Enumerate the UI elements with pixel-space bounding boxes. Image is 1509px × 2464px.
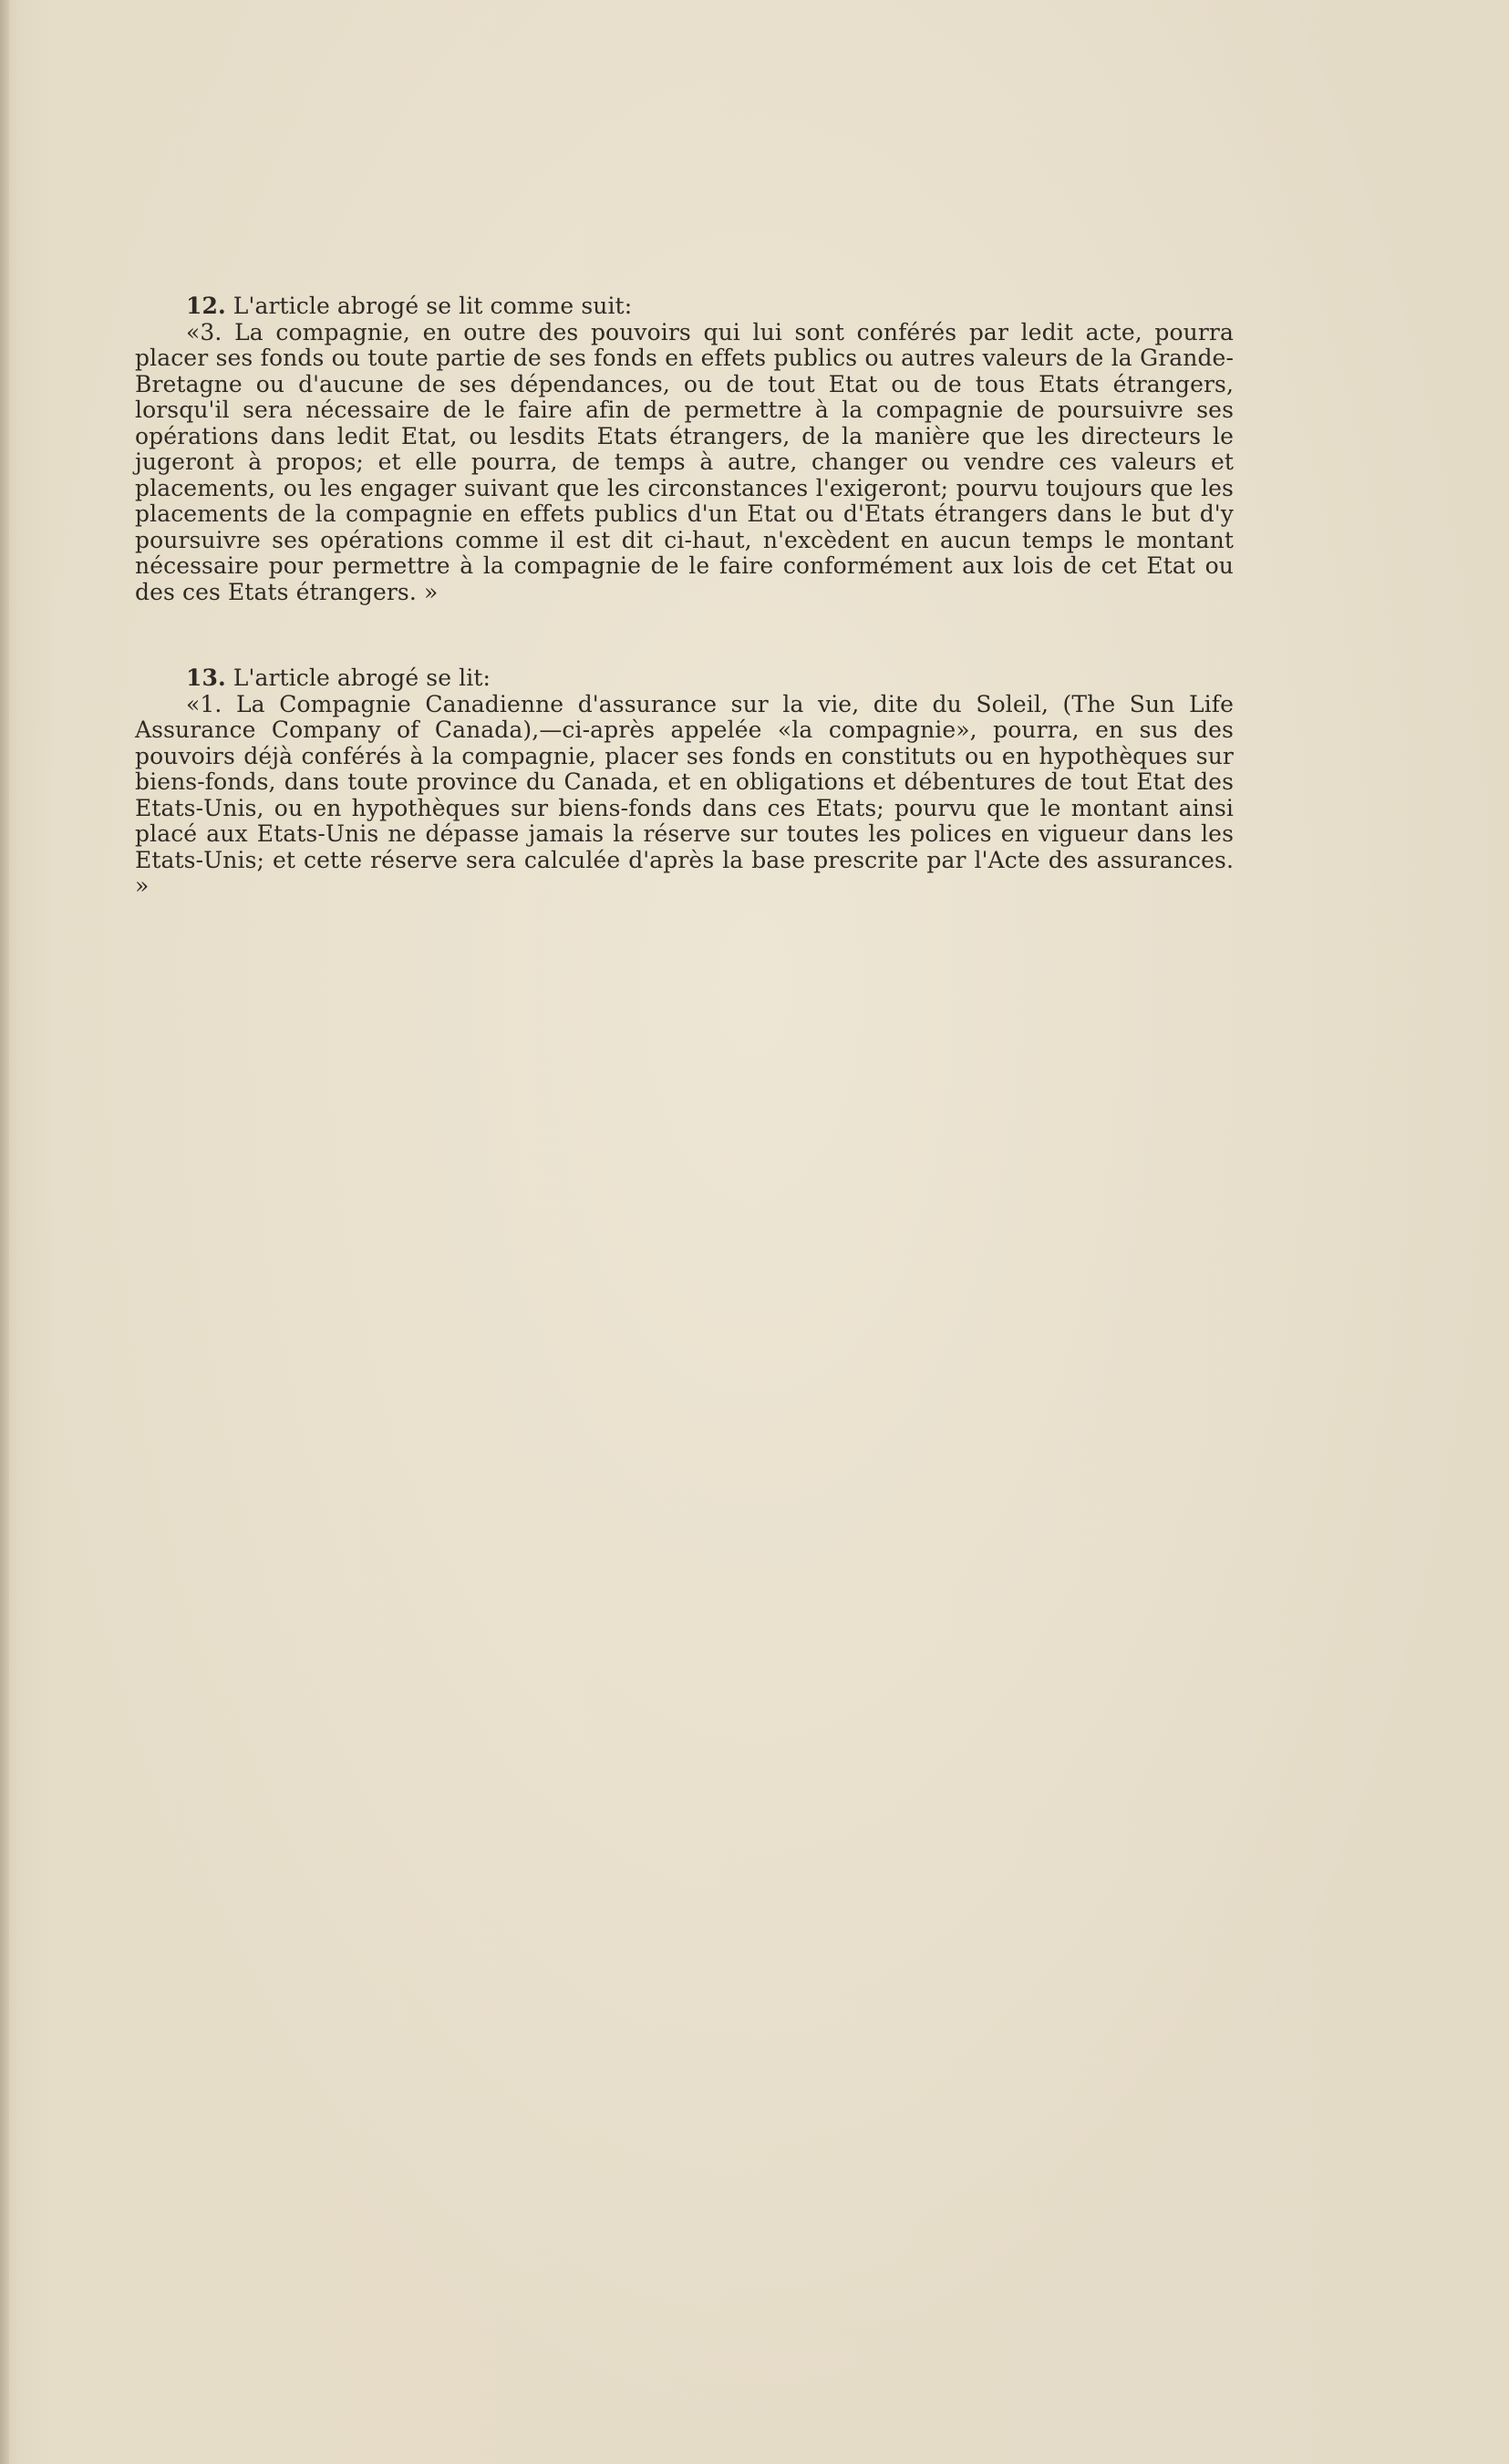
page-binding-edge (0, 0, 9, 2464)
section-13 (135, 665, 1234, 900)
section-heading (135, 294, 1234, 320)
section-heading (135, 665, 1234, 692)
section-number: 13. (186, 665, 226, 691)
section-number: 12. (186, 293, 226, 319)
section-heading-text: L'article abrogé se lit comme suit: (233, 293, 633, 319)
section-12 (135, 294, 1234, 605)
section-heading-text: L'article abrogé se lit: (233, 665, 491, 691)
section-body: «3. La compagnie, en outre des pouvoirs qui lui sont conférés par ledit acte, pourra placer ses fonds ou toute partie de ses fonds en effets publics ou autres valeurs de la Grande-Bretagne ou d'aucune de ses dépendances, ou de tout Etat ou de tous Etats étrangers, lorsqu'il sera nécessaire de le faire afin de permettre à la compagnie de poursuivre ses opérations dans ledit Etat, ou lesdits Etats étrangers, de la manière que les directeurs le jugeront à propos; et elle pourra, de temps à autre, changer ou vendre ces valeurs et placements, ou les engager suivant que les circonstances l'exigeront; pourvu toujours que les placements de la compagnie en effets publics d'un Etat ou d'Etats étrangers dans le but d'y poursuivre ses opérations comme il est dit ci-haut, n'excèdent en aucun temps le montant nécessaire pour permettre à la compagnie de le faire conformément aux lois de cet Etat ou des ces Etats étrangers. » (135, 318, 1234, 605)
section-body: «1. La Compagnie Canadienne d'assurance sur la vie, dite du Soleil, (The Sun Life Assurance Company of Canada),—ci-après appelée «la compagnie», pourra, en sus des pouvoirs déjà conférés à la compagnie, placer ses fonds en constituts ou en hypothèques sur biens-fonds, dans toute province du Canada, et en obligations et débentures de tout Etat des Etats-Unis, ou en hypothèques sur biens-fonds dans ces Etats; pourvu que le montant ainsi placé aux Etats-Unis ne dépasse jamais la réserve sur toutes les polices en vigueur dans les Etats-Unis; et cette réserve sera calculée d'après la base prescrite par l'Acte des assurances. » (135, 690, 1234, 899)
